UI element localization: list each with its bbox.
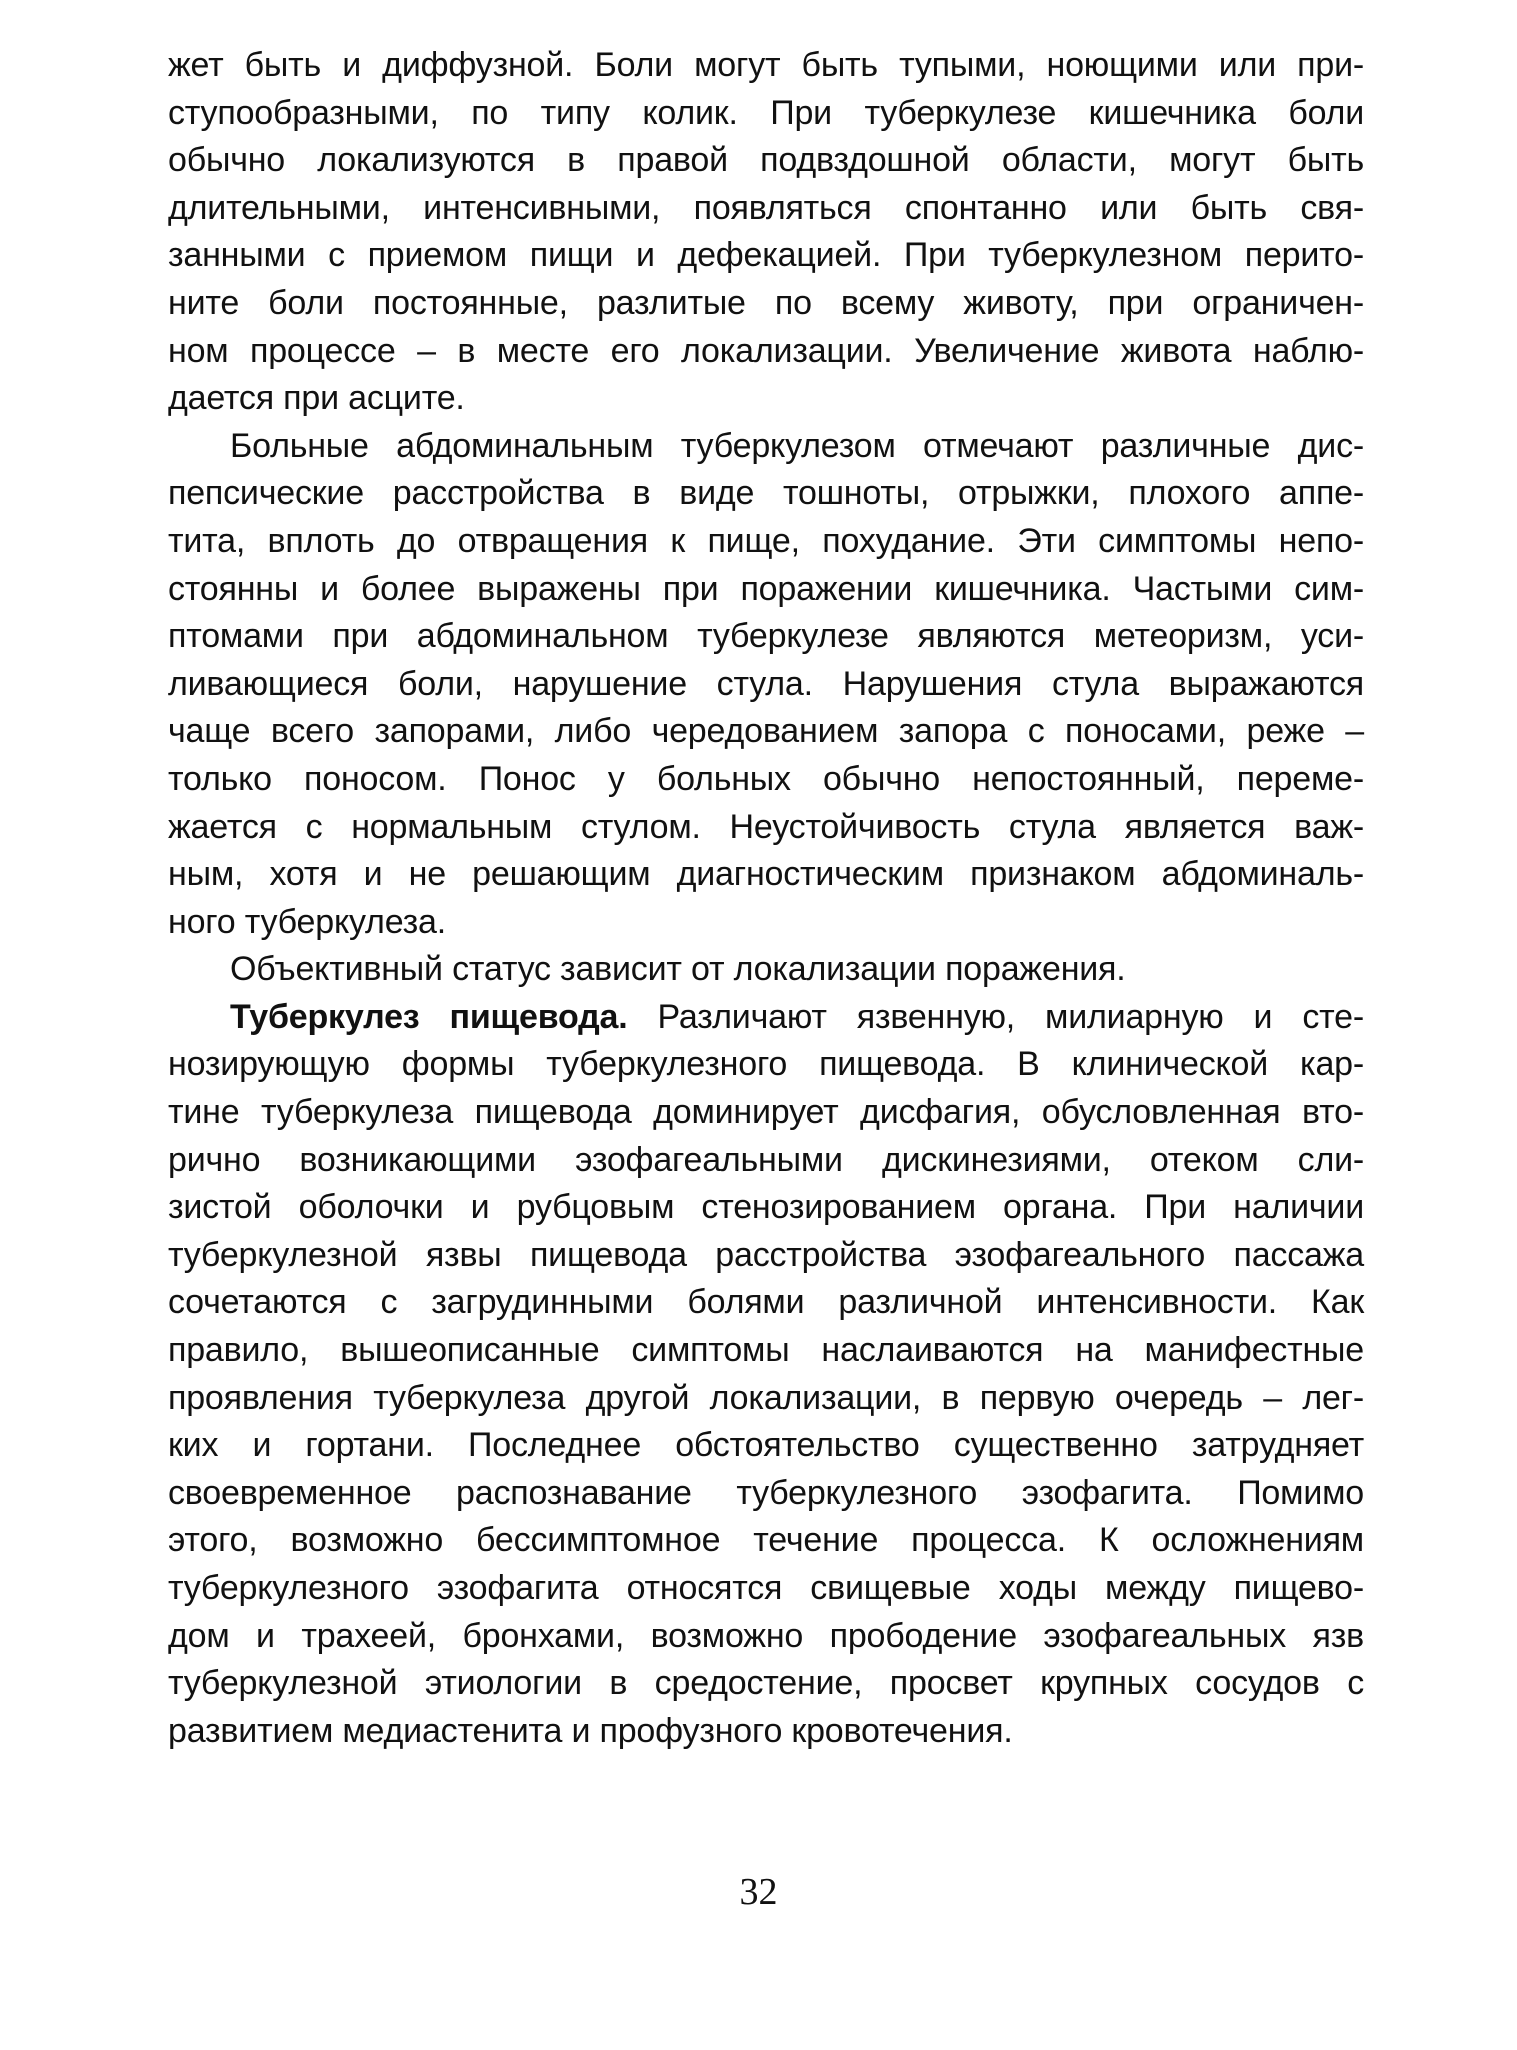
text-line: жет быть и диффузной. Боли могут быть тупыми, ноющими или при-: [168, 46, 1364, 84]
text-line: тита, вплоть до отвращения к пище, похудание. Эти симптомы непо-: [168, 521, 1364, 560]
paragraph: [168, 946, 1364, 994]
text-line: жается с нормальным стулом. Неустойчивость стула является важ-: [168, 807, 1364, 846]
text-line: этого, возможно бессимптомное течение процесса. К осложнениям: [168, 1521, 1364, 1560]
text-line: ном процессе – в месте его локализации. Увеличение живота наблю-: [168, 331, 1364, 370]
text-line: правило, вышеописанные симптомы наслаиваются на манифестные: [168, 1331, 1364, 1370]
page-number: 32: [739, 1871, 778, 1913]
book-page: [168, 42, 1364, 1755]
text-line: нозирующую формы туберкулезного пищевода. В клинической кар-: [168, 1045, 1364, 1084]
text-line: пепсические расстройства в виде тошноты, отрыжки, плохого аппе-: [168, 474, 1364, 513]
text-line: птомами при абдоминальном туберкулезе являются метеоризм, уси-: [168, 617, 1364, 656]
text-line: обычно локализуются в правой подвздошной области, могут быть: [168, 141, 1364, 180]
text-line: только поносом. Понос у больных обычно непостоянный, переме-: [168, 759, 1364, 798]
text-line: своевременное распознавание туберкулезного эзофагита. Помимо: [168, 1473, 1364, 1512]
text-line: ным, хотя и не решающим диагностическим признаком абдоминаль-: [168, 855, 1364, 894]
text-line: туберкулезного эзофагита относятся свищевые ходы между пищево-: [168, 1569, 1364, 1607]
text-line: Больные абдоминальным туберкулезом отмечают различные дис-: [230, 426, 1364, 465]
text-line: тине туберкулеза пищевода доминирует дисфагия, обусловленная вто-: [168, 1093, 1364, 1132]
text-line: ните боли постоянные, разлитые по всему животу, при ограничен-: [168, 283, 1364, 322]
text-line: рично возникающими эзофагеальными дискинезиями, отеком сли-: [168, 1140, 1364, 1179]
text-line: занными с приемом пищи и дефекацией. При туберкулезном перито-: [168, 236, 1364, 275]
text-line: сочетаются с загрудинными болями различной интенсивности. Как: [168, 1283, 1364, 1322]
text-line: дом и трахеей, бронхами, возможно прободение эзофагеальных язв: [168, 1616, 1364, 1655]
text-line: [168, 994, 1364, 1042]
text-line: ливающиеся боли, нарушение стула. Нарушения стула выражаются: [168, 664, 1364, 703]
text-line: длительными, интенсивными, появляться спонтанно или быть свя-: [168, 188, 1364, 227]
text-line: стоянны и более выражены при поражении кишечника. Частыми сим-: [168, 569, 1364, 608]
text-line: ких и гортани. Последнее обстоятельство существенно затрудняет: [168, 1426, 1364, 1465]
text-line: дается при асците.: [168, 379, 465, 418]
text-line: туберкулезной язвы пищевода расстройства эзофагеального пассажа: [168, 1235, 1364, 1274]
text-line: проявления туберкулеза другой локализации, в первую очередь – лег-: [168, 1378, 1364, 1417]
section-heading: Туберкулез пищевода.: [230, 997, 628, 1036]
text-line: развитием медиастенита и профузного кровотечения.: [168, 1711, 1013, 1750]
text-line: ступообразными, по типу колик. При туберкулезе кишечника боли: [168, 93, 1364, 132]
paragraph: [168, 42, 1364, 423]
text-line: туберкулезной этиологии в средостение, просвет крупных сосудов с: [168, 1664, 1364, 1703]
text-line: ного туберкулеза.: [168, 902, 446, 941]
paragraph: [168, 423, 1364, 947]
text-run: Различают язвенную, милиарную и сте-: [627, 997, 1364, 1036]
paragraph: [168, 994, 1364, 1756]
text-line: чаще всего запорами, либо чередованием запора с поносами, реже –: [168, 712, 1364, 751]
text-line: Объективный статус зависит от локализации поражения.: [230, 950, 1126, 989]
text-line: зистой оболочки и рубцовым стенозированием органа. При наличии: [168, 1188, 1364, 1227]
